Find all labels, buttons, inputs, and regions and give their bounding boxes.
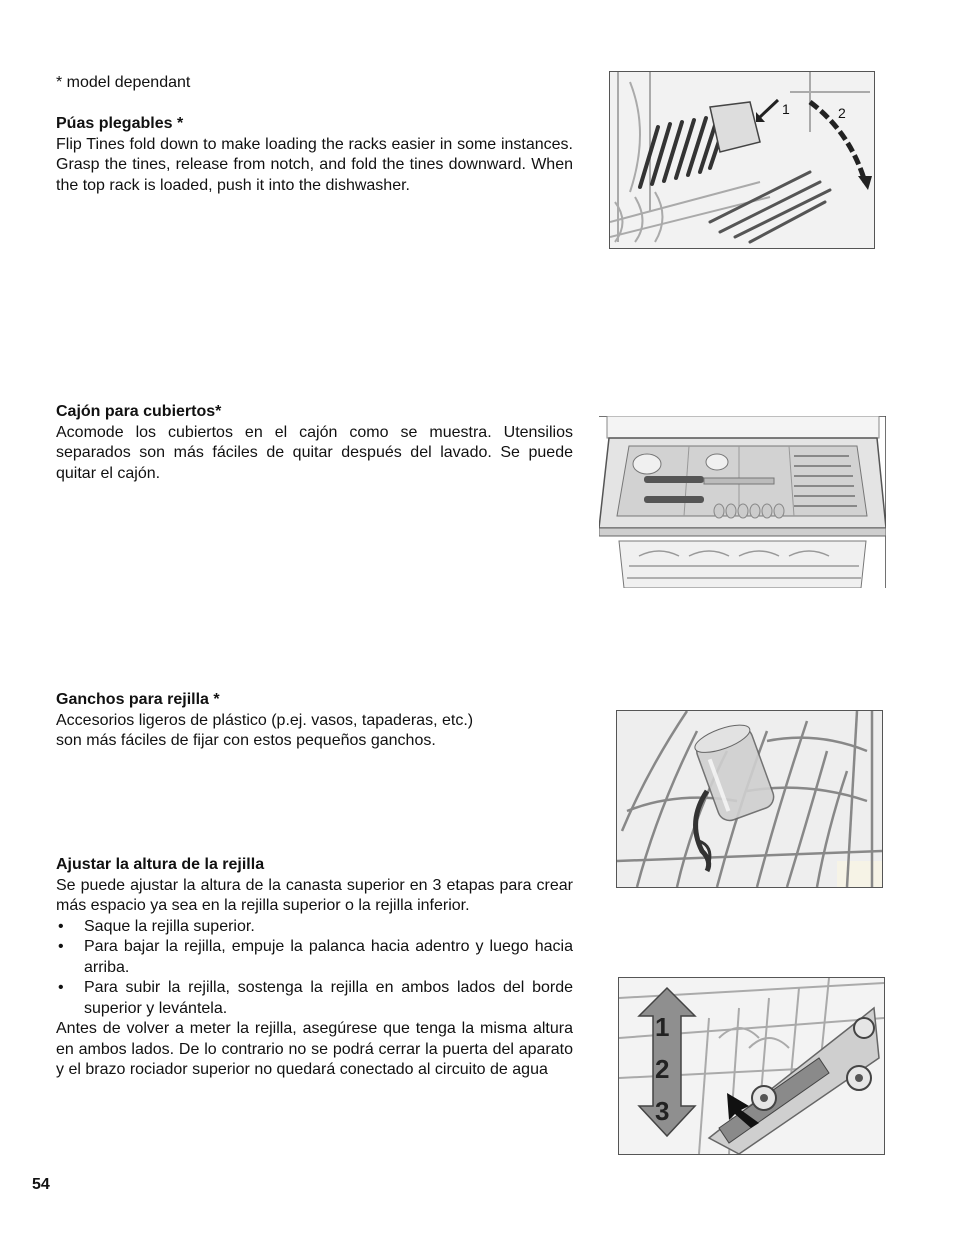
section-rack-hooks [56, 690, 573, 752]
figure-rack-hooks [616, 710, 883, 888]
section-body-rack-hooks-line1: Accesorios ligeros de plástico (p.ej. vasos, tapaderas, etc.) [56, 711, 474, 729]
section-outro-rack-height: Antes de volver a meter la rejilla, asegúrese que tenga la misma altura en ambos lados. De lo contrario no se podrá cerrar la puerta del aparato y el brazo rociador superior no quedará conectado al circuito de agua [56, 1020, 573, 1078]
figure-flip-tines [609, 71, 875, 249]
list-item: • Para bajar la rejilla, empuje la palanca hacia adentro y luego hacia arriba. [56, 937, 573, 978]
list-item: • Para subir la rejilla, sostenga la rejilla en ambos lados del borde superior y levántela. [56, 978, 573, 1019]
section-title-cutlery-drawer: Cajón para cubiertos* [56, 403, 222, 420]
section-body-flip-tines: Flip Tines fold down to make loading the racks easier in some instances. Grasp the tines, release from notch, and fold the tines downward. When the top rack is loaded, push it into the dishwasher. [56, 135, 573, 194]
section-title-flip-tines: Púas plegables * [56, 115, 184, 132]
figure-rack-height [618, 977, 885, 1155]
figure-cutlery-drawer [599, 416, 886, 588]
height-level-2: 2 [655, 1054, 670, 1084]
tines-step-1: 1 [782, 101, 790, 117]
section-title-rack-height: Ajustar la altura de la rejilla [56, 856, 265, 873]
model-note-text: * model dependant [56, 74, 191, 91]
height-level-3: 3 [655, 1096, 670, 1126]
tines-step-2: 2 [838, 105, 846, 121]
rack-height-steps [56, 917, 573, 1020]
section-flip-tines [56, 114, 573, 196]
section-title-rack-hooks: Ganchos para rejilla * [56, 691, 220, 708]
section-body-rack-hooks-line2: son más fáciles de fijar con estos pequeños ganchos. [56, 732, 436, 749]
model-note [56, 73, 573, 94]
section-intro-rack-height: Se puede ajustar la altura de la canasta superior en 3 etapas para crear más espacio ya sea en la rejilla superior o la rejilla inferior. [56, 876, 573, 914]
section-rack-height [56, 855, 573, 1081]
section-body-cutlery-drawer: Acomode los cubiertos en el cajón como se muestra. Utensilios separados son más fáciles de quitar después del lavado. Se puede quitar el cajón. [56, 423, 573, 482]
height-level-1: 1 [655, 1012, 670, 1042]
page-number: 54 [32, 1176, 50, 1193]
section-cutlery-drawer [56, 402, 573, 484]
list-item: • Saque la rejilla superior. [56, 917, 573, 938]
